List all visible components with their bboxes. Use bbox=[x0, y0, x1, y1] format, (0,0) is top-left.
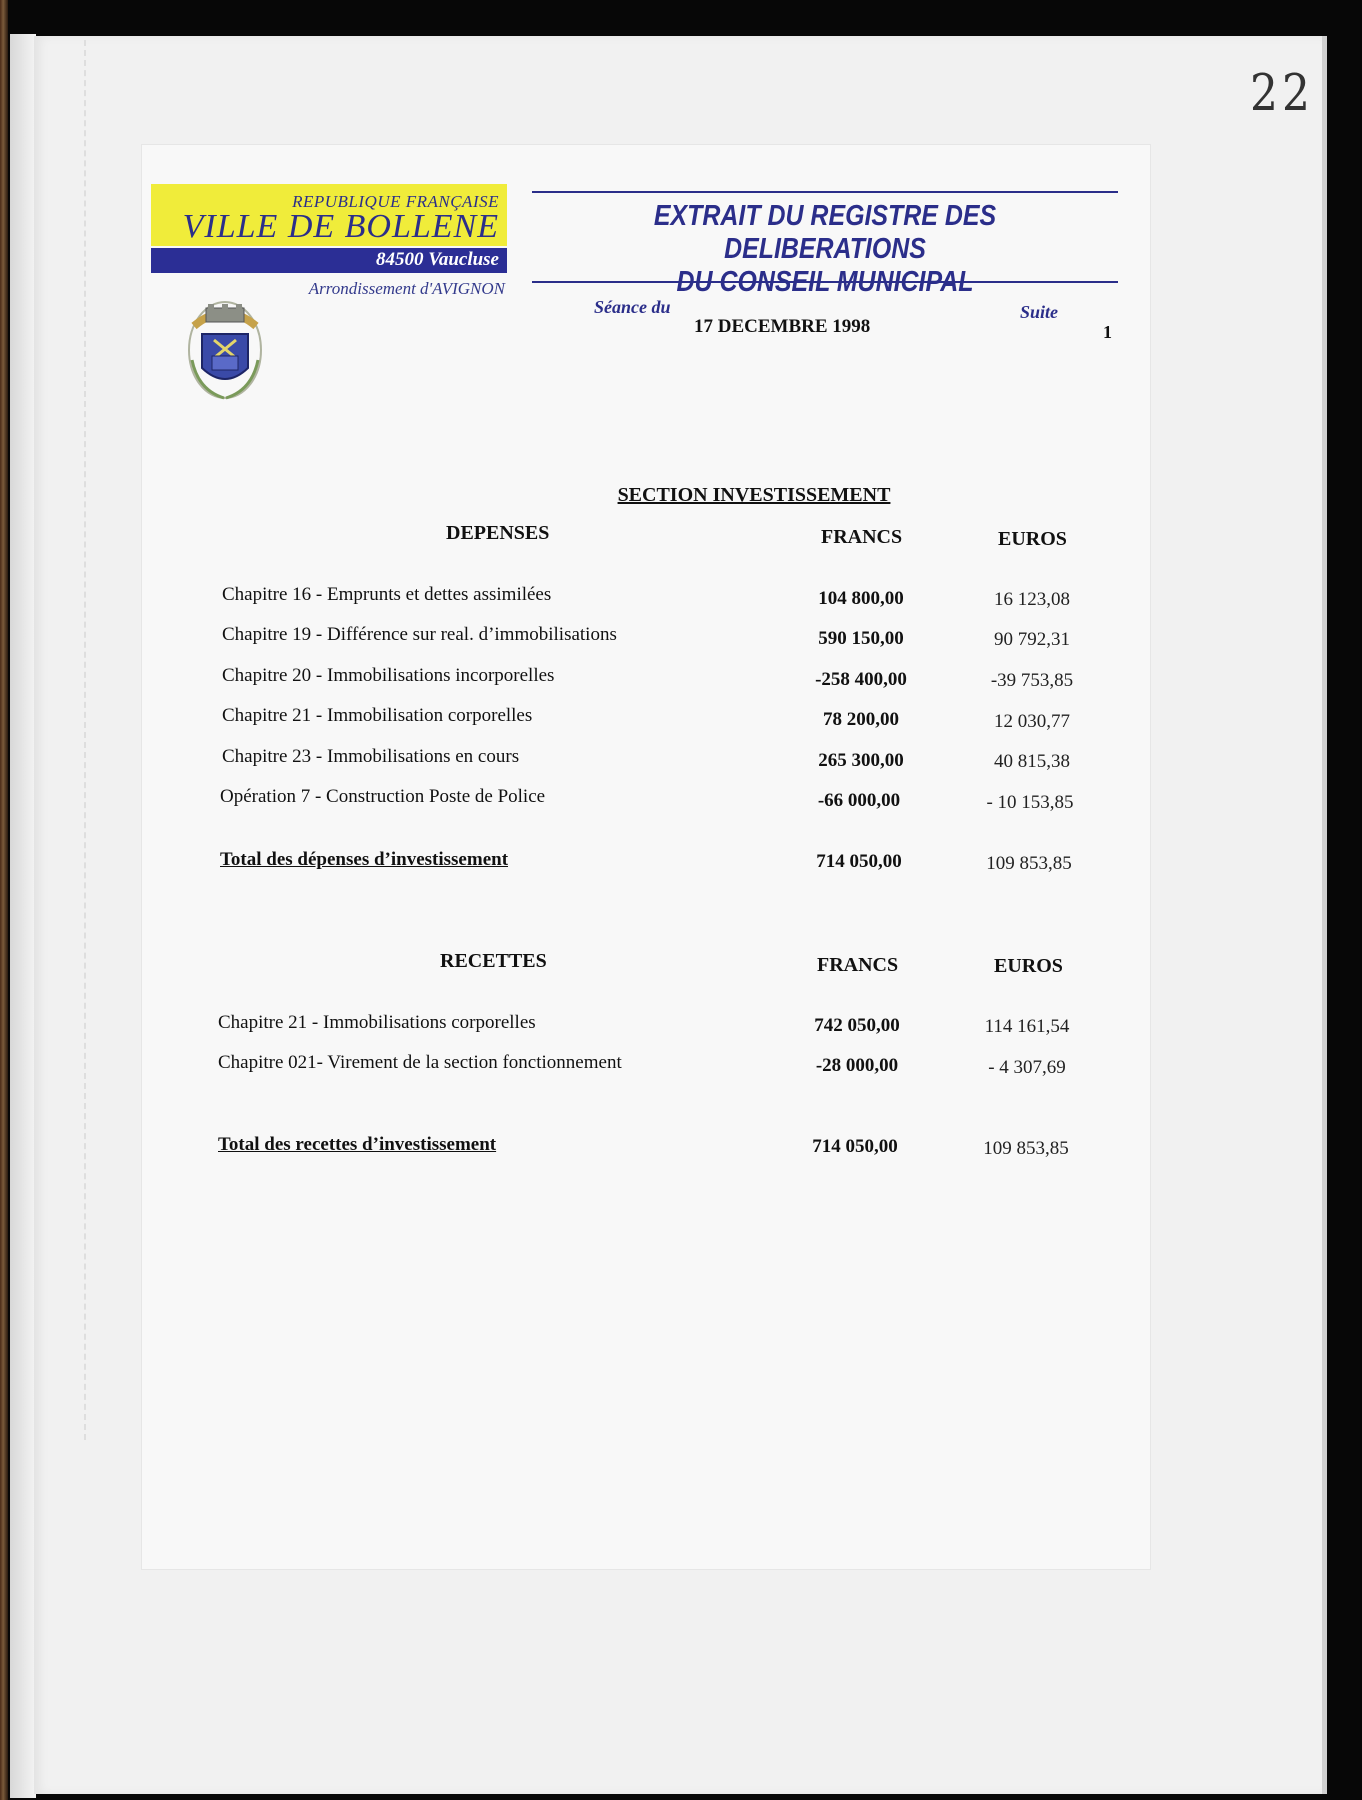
depenses-row-euros: 12 030,77 bbox=[994, 711, 1070, 732]
recettes-row-francs: 742 050,00 bbox=[814, 1015, 900, 1036]
depenses-total-francs: 714 050,00 bbox=[816, 851, 902, 872]
recettes-row-label: Chapitre 21 - Immobilisations corporelles bbox=[218, 1012, 536, 1033]
depenses-total-euros: 109 853,85 bbox=[986, 853, 1072, 874]
depenses-row-euros: -39 753,85 bbox=[990, 670, 1074, 691]
depenses-row-label: Chapitre 19 - Différence sur real. d’immobilisations bbox=[222, 624, 617, 645]
depenses-row-euros: - 10 153,85 bbox=[986, 792, 1074, 813]
depenses-row-label: Chapitre 21 - Immobilisation corporelles bbox=[222, 705, 533, 726]
depenses-row-francs: 104 800,00 bbox=[818, 588, 904, 609]
book-binding bbox=[0, 0, 8, 1800]
arrondissement-label: Arrondissement d'AVIGNON bbox=[308, 279, 505, 298]
depenses-row-label: Chapitre 20 - Immobilisations incorporelles bbox=[222, 665, 555, 686]
recettes-col-euros: EUROS bbox=[994, 955, 1063, 977]
recettes-total-euros: 109 853,85 bbox=[983, 1138, 1069, 1159]
depenses-row-francs: 590 150,00 bbox=[818, 628, 904, 649]
depenses-row-francs: -66 000,00 bbox=[817, 790, 901, 811]
recettes-row-euros: - 4 307,69 bbox=[988, 1057, 1066, 1078]
depenses-row-label: Chapitre 23 - Immobilisations en cours bbox=[222, 746, 520, 767]
folio-number: 22 bbox=[1250, 64, 1314, 123]
page-right-edge bbox=[1322, 36, 1327, 1794]
depenses-col-euros: EUROS bbox=[998, 528, 1067, 550]
recettes-heading: RECETTES bbox=[440, 950, 547, 972]
depenses-row-francs: 78 200,00 bbox=[823, 709, 899, 730]
seance-date: 17 DECEMBRE 1998 bbox=[694, 316, 871, 337]
depenses-row-francs: -258 400,00 bbox=[815, 669, 907, 690]
recettes-row-francs: -28 000,00 bbox=[815, 1055, 899, 1076]
depenses-total-label: Total des dépenses d’investissement bbox=[220, 849, 509, 870]
depenses-row-euros: 90 792,31 bbox=[994, 629, 1070, 650]
departement-label: 84500 Vaucluse bbox=[376, 249, 499, 270]
depenses-row-francs: 265 300,00 bbox=[818, 750, 904, 771]
depenses-row-label: Opération 7 - Construction Poste de Police bbox=[220, 786, 546, 807]
depenses-row-label: Chapitre 16 - Emprunts et dettes assimilées bbox=[222, 584, 552, 605]
depenses-col-francs: FRANCS bbox=[821, 526, 903, 548]
recettes-row-euros: 114 161,54 bbox=[984, 1016, 1070, 1037]
coat-of-arms-icon bbox=[184, 290, 266, 406]
recettes-total-francs: 714 050,00 bbox=[812, 1136, 898, 1157]
depenses-heading: DEPENSES bbox=[446, 522, 550, 544]
depenses-row-euros: 16 123,08 bbox=[994, 589, 1070, 610]
document-title-line-2: DU CONSEIL MUNICIPAL bbox=[676, 266, 974, 298]
underlying-page-edge bbox=[10, 34, 36, 1798]
document-title-line-1: EXTRAIT DU REGISTRE DES DELIBERATIONS bbox=[653, 200, 997, 265]
recettes-total-label: Total des recettes d’investissement bbox=[218, 1134, 497, 1155]
ville-name: VILLE DE BOLLENE bbox=[182, 208, 499, 245]
recettes-row-label: Chapitre 021- Virement de la section fonctionnement bbox=[218, 1052, 622, 1073]
title-rule-top bbox=[532, 191, 1118, 193]
republique-francaise-label: REPUBLIQUE FRANÇAISE bbox=[292, 192, 499, 211]
seance-label: Séance du bbox=[594, 297, 671, 317]
suite-label: Suite bbox=[1020, 302, 1059, 322]
document-title bbox=[573, 200, 1077, 299]
depenses-row-euros: 40 815,38 bbox=[994, 751, 1070, 772]
recettes-col-francs: FRANCS bbox=[817, 954, 899, 976]
section-title: SECTION INVESTISSEMENT bbox=[617, 484, 891, 506]
suite-number: 1 bbox=[1103, 322, 1112, 342]
title-rule-bottom bbox=[532, 281, 1118, 283]
gutter-fold-line bbox=[84, 40, 86, 1440]
